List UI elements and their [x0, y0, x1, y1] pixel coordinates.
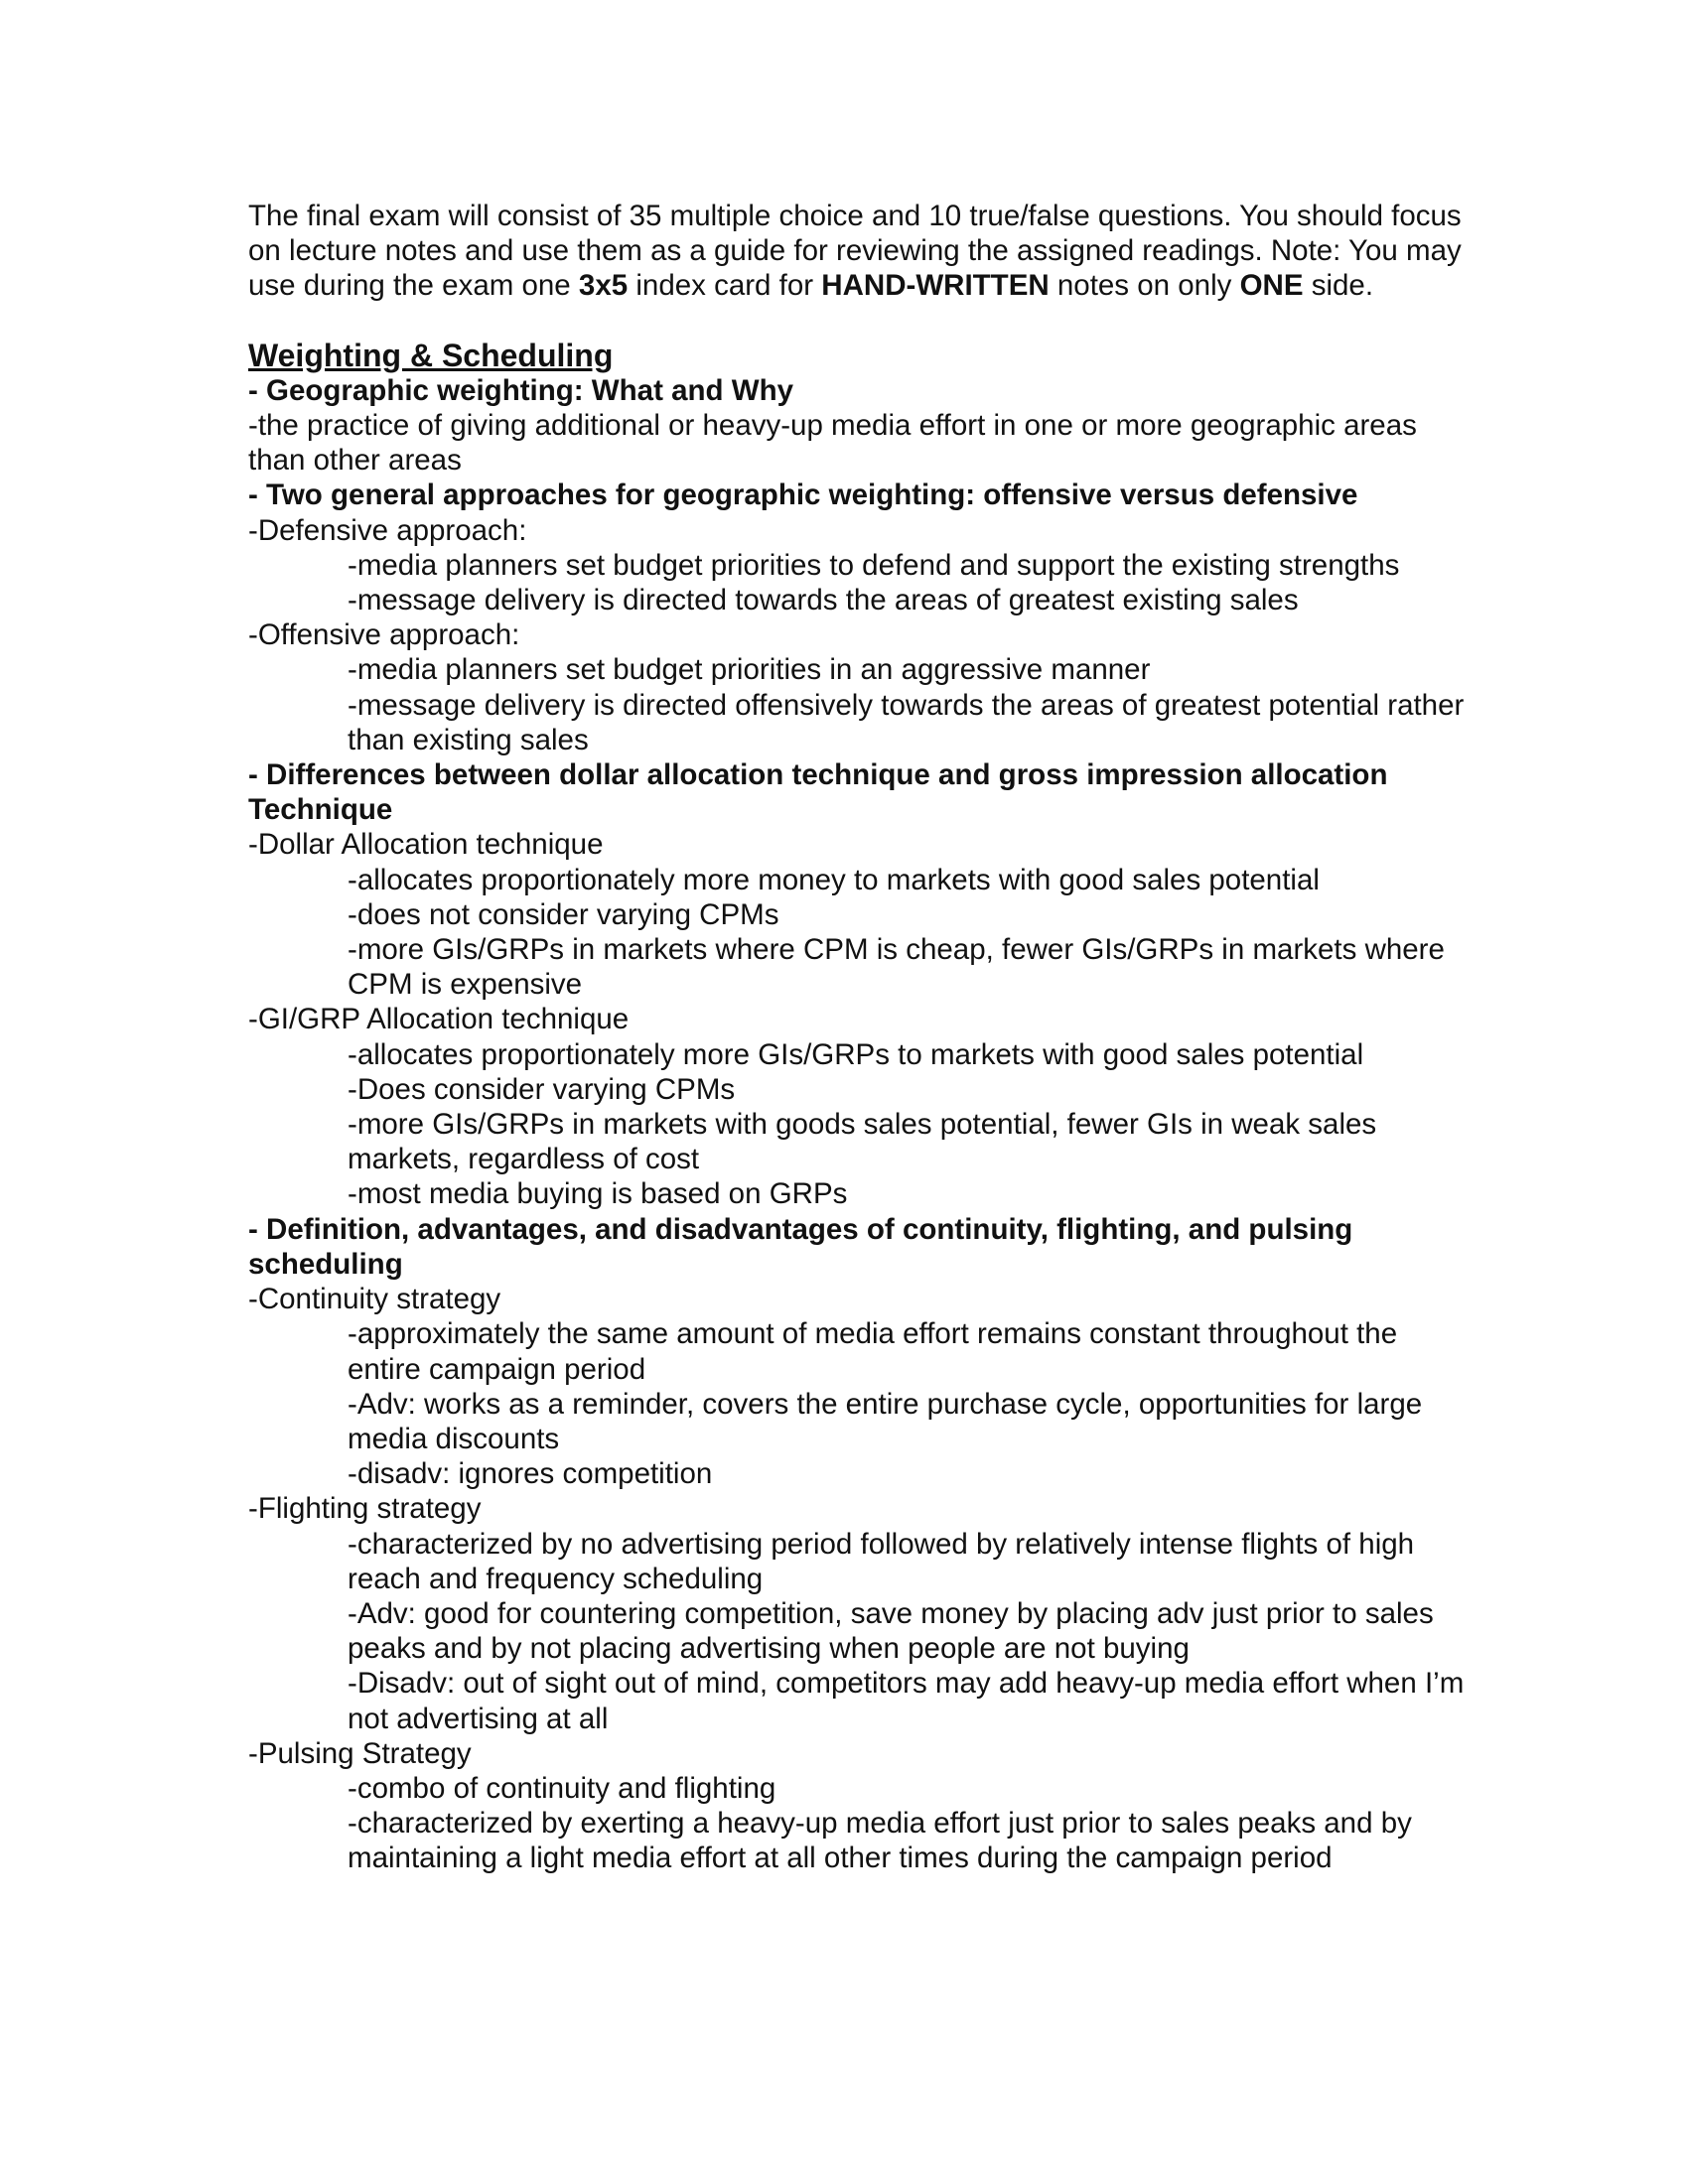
- topic-weighting-approaches: - Two general approaches for geographic weighting: offensive versus defensive: [248, 478, 1358, 512]
- intro-text-4: side.: [1303, 269, 1374, 303]
- list-item: -Disadv: out of sight out of mind, competitors may add heavy-up media effort when I’m not advertising at all: [348, 1667, 1465, 1735]
- list-item: -combo of continuity and flighting: [348, 1771, 776, 1805]
- intro-card-size: 3x5: [578, 269, 629, 303]
- list-item: -media planners set budget priorities to defend and support the existing strengths: [348, 548, 1400, 582]
- list-item: -disadv: ignores competition: [348, 1457, 713, 1491]
- list-item: -most media buying is based on GRPs: [348, 1177, 848, 1211]
- list-item: -allocates proportionately more money to markets with good sales potential: [348, 863, 1320, 896]
- list-item: -message delivery is directed offensively towards the areas of greatest potential rather than existing sales: [348, 688, 1465, 756]
- page-content: [248, 199, 1470, 1876]
- list-item: -Adv: good for countering competition, save money by placing adv just prior to sales peaks and by not placing advertising when people are not buying: [348, 1596, 1434, 1666]
- list-item: -Does consider varying CPMs: [348, 1072, 736, 1106]
- section-title: Weighting & Scheduling: [248, 337, 614, 373]
- subheading-pulsing: -Pulsing Strategy: [248, 1736, 472, 1770]
- list-item: -allocates proportionately more GIs/GRPs to markets with good sales potential: [348, 1037, 1364, 1071]
- list-item: -characterized by no advertising period followed by relatively intense flights of high reach and frequency scheduling: [348, 1527, 1415, 1595]
- subheading-gi-grp-allocation: -GI/GRP Allocation technique: [248, 1003, 630, 1036]
- topic-allocation-techniques: - Differences between dollar allocation technique and gross impression allocation Technique: [248, 758, 1388, 827]
- list-item: -approximately the same amount of media effort remains constant throughout the entire campaign period: [348, 1317, 1398, 1386]
- list-item: -the practice of giving additional or heavy-up media effort in one or more geographic areas than other areas: [248, 409, 1417, 478]
- intro-one: ONE: [1239, 269, 1304, 303]
- list-item: -does not consider varying CPMs: [348, 897, 779, 931]
- intro-text-2: index card for: [628, 269, 822, 303]
- subheading-defensive: -Defensive approach:: [248, 513, 527, 547]
- intro-text-3: notes on only: [1049, 269, 1240, 303]
- list-item: -message delivery is directed towards the areas of greatest existing sales: [348, 584, 1299, 617]
- intro-paragraph: [248, 199, 1470, 304]
- subheading-flighting: -Flighting strategy: [248, 1492, 482, 1526]
- list-item: -media planners set budget priorities in an aggressive manner: [348, 653, 1151, 687]
- topic-scheduling-strategies: - Definition, advantages, and disadvantages of continuity, flighting, and pulsing scheduling: [248, 1212, 1353, 1281]
- list-item: -more GIs/GRPs in markets where CPM is cheap, fewer GIs/GRPs in markets where CPM is expensive: [348, 933, 1445, 1002]
- intro-hand-written: HAND-WRITTEN: [821, 269, 1050, 303]
- list-item: -characterized by exerting a heavy-up media effort just prior to sales peaks and by maintaining a light media effort at all other times during the campaign period: [348, 1807, 1412, 1875]
- subheading-dollar-allocation: -Dollar Allocation technique: [248, 828, 604, 862]
- subheading-continuity: -Continuity strategy: [248, 1283, 501, 1316]
- topic-geographic-weighting: - Geographic weighting: What and Why: [248, 373, 794, 407]
- list-item: -Adv: works as a reminder, covers the entire purchase cycle, opportunities for large media discounts: [348, 1387, 1423, 1455]
- subheading-offensive: -Offensive approach:: [248, 618, 520, 652]
- list-item: -more GIs/GRPs in markets with goods sales potential, fewer GIs in weak sales markets, regardless of cost: [348, 1108, 1377, 1176]
- intro-text-1: The final exam will consist of 35 multiple choice and 10 true/false questions. You should focus on lecture notes and use them as a guide for reviewing the assigned readings. Note: You may use during the exam one: [248, 200, 1462, 303]
